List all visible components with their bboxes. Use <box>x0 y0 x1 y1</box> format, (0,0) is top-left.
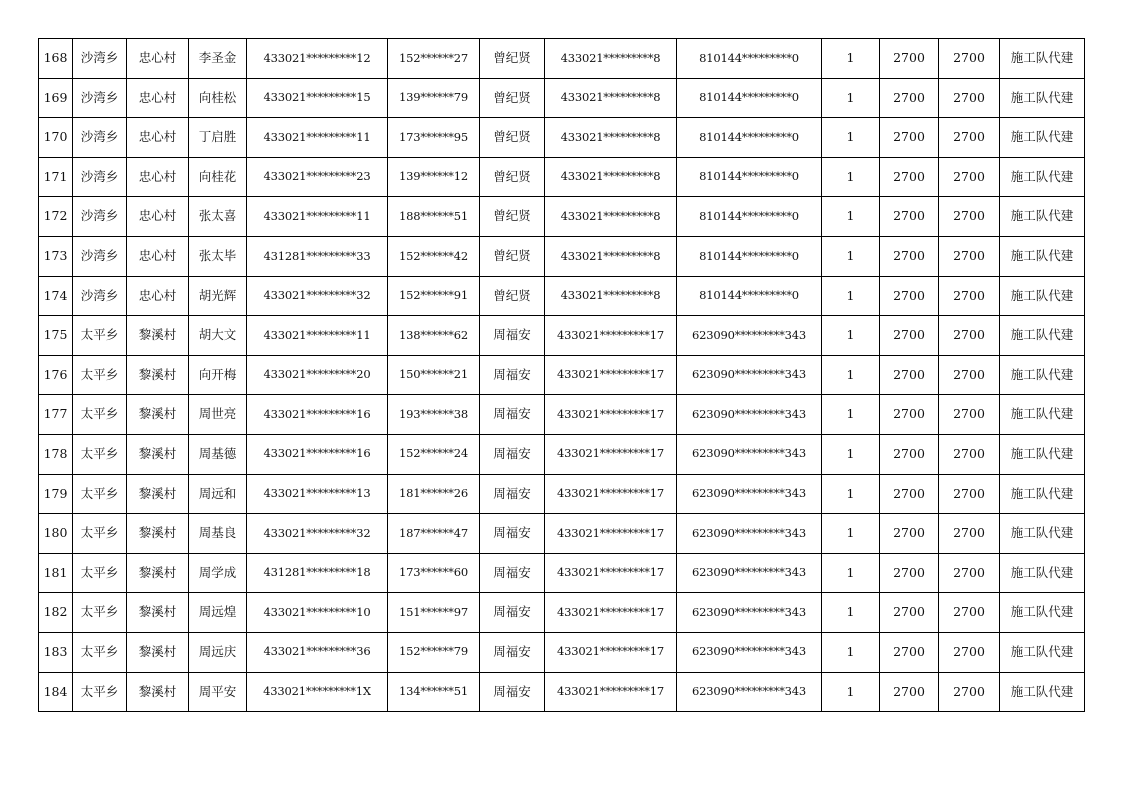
seq-cell: 178 <box>39 434 73 474</box>
village-cell: 黎溪村 <box>127 395 189 435</box>
agent-name-cell: 周福安 <box>480 553 545 593</box>
table-body <box>39 39 1085 712</box>
table-row <box>39 197 1085 237</box>
bank-account-cell: 810144*********0 <box>677 236 822 276</box>
seq-cell: 180 <box>39 514 73 554</box>
village-cell: 忠心村 <box>127 39 189 79</box>
table-row <box>39 316 1085 356</box>
construction-mode-cell: 施工队代建 <box>1000 514 1085 554</box>
count-cell: 1 <box>822 78 880 118</box>
amount-cell: 2700 <box>880 355 939 395</box>
phone-cell: 139******79 <box>388 78 480 118</box>
count-cell: 1 <box>822 157 880 197</box>
table-row <box>39 514 1085 554</box>
agent-id-cell: 433021*********8 <box>545 236 677 276</box>
seq-cell: 179 <box>39 474 73 514</box>
table-row <box>39 39 1085 79</box>
agent-id-cell: 433021*********17 <box>545 672 677 712</box>
bank-account-cell: 623090*********343 <box>677 672 822 712</box>
phone-cell: 173******60 <box>388 553 480 593</box>
agent-name-cell: 曾纪贤 <box>480 197 545 237</box>
table-row <box>39 157 1085 197</box>
subsidy-cell: 2700 <box>939 672 1000 712</box>
name-cell: 周平安 <box>189 672 247 712</box>
subsidy-cell: 2700 <box>939 593 1000 633</box>
agent-name-cell: 周福安 <box>480 672 545 712</box>
village-cell: 忠心村 <box>127 236 189 276</box>
name-cell: 向开梅 <box>189 355 247 395</box>
agent-id-cell: 433021*********8 <box>545 197 677 237</box>
amount-cell: 2700 <box>880 316 939 356</box>
subsidy-cell: 2700 <box>939 632 1000 672</box>
id-number-cell: 433021*********11 <box>247 316 388 356</box>
township-cell: 太平乡 <box>73 632 127 672</box>
construction-mode-cell: 施工队代建 <box>1000 553 1085 593</box>
subsidy-cell: 2700 <box>939 434 1000 474</box>
amount-cell: 2700 <box>880 553 939 593</box>
table-row <box>39 78 1085 118</box>
table-row <box>39 236 1085 276</box>
amount-cell: 2700 <box>880 197 939 237</box>
name-cell: 周基德 <box>189 434 247 474</box>
name-cell: 向桂松 <box>189 78 247 118</box>
village-cell: 黎溪村 <box>127 632 189 672</box>
table-row <box>39 276 1085 316</box>
bank-account-cell: 623090*********343 <box>677 474 822 514</box>
name-cell: 周远和 <box>189 474 247 514</box>
table-row <box>39 474 1085 514</box>
seq-cell: 177 <box>39 395 73 435</box>
agent-name-cell: 曾纪贤 <box>480 276 545 316</box>
bank-account-cell: 623090*********343 <box>677 316 822 356</box>
bank-account-cell: 623090*********343 <box>677 553 822 593</box>
township-cell: 太平乡 <box>73 474 127 514</box>
agent-name-cell: 周福安 <box>480 395 545 435</box>
name-cell: 周远庆 <box>189 632 247 672</box>
township-cell: 太平乡 <box>73 514 127 554</box>
bank-account-cell: 623090*********343 <box>677 632 822 672</box>
township-cell: 太平乡 <box>73 395 127 435</box>
construction-mode-cell: 施工队代建 <box>1000 593 1085 633</box>
amount-cell: 2700 <box>880 157 939 197</box>
township-cell: 太平乡 <box>73 316 127 356</box>
township-cell: 太平乡 <box>73 593 127 633</box>
id-number-cell: 433021*********10 <box>247 593 388 633</box>
village-cell: 忠心村 <box>127 78 189 118</box>
count-cell: 1 <box>822 197 880 237</box>
township-cell: 沙湾乡 <box>73 118 127 158</box>
count-cell: 1 <box>822 434 880 474</box>
name-cell: 胡大文 <box>189 316 247 356</box>
name-cell: 向桂花 <box>189 157 247 197</box>
subsidy-cell: 2700 <box>939 157 1000 197</box>
bank-account-cell: 810144*********0 <box>677 197 822 237</box>
agent-name-cell: 曾纪贤 <box>480 39 545 79</box>
agent-id-cell: 433021*********8 <box>545 157 677 197</box>
construction-mode-cell: 施工队代建 <box>1000 474 1085 514</box>
township-cell: 沙湾乡 <box>73 39 127 79</box>
township-cell: 沙湾乡 <box>73 276 127 316</box>
village-cell: 黎溪村 <box>127 355 189 395</box>
bank-account-cell: 810144*********0 <box>677 157 822 197</box>
bank-account-cell: 623090*********343 <box>677 355 822 395</box>
name-cell: 周远煌 <box>189 593 247 633</box>
seq-cell: 173 <box>39 236 73 276</box>
id-number-cell: 433021*********32 <box>247 276 388 316</box>
name-cell: 胡光辉 <box>189 276 247 316</box>
phone-cell: 152******27 <box>388 39 480 79</box>
agent-id-cell: 433021*********8 <box>545 39 677 79</box>
construction-mode-cell: 施工队代建 <box>1000 78 1085 118</box>
seq-cell: 172 <box>39 197 73 237</box>
construction-mode-cell: 施工队代建 <box>1000 276 1085 316</box>
amount-cell: 2700 <box>880 514 939 554</box>
construction-mode-cell: 施工队代建 <box>1000 355 1085 395</box>
subsidy-cell: 2700 <box>939 197 1000 237</box>
agent-name-cell: 周福安 <box>480 474 545 514</box>
township-cell: 太平乡 <box>73 355 127 395</box>
id-number-cell: 433021*********12 <box>247 39 388 79</box>
agent-name-cell: 周福安 <box>480 316 545 356</box>
count-cell: 1 <box>822 276 880 316</box>
phone-cell: 152******42 <box>388 236 480 276</box>
name-cell: 李圣金 <box>189 39 247 79</box>
name-cell: 丁启胜 <box>189 118 247 158</box>
township-cell: 沙湾乡 <box>73 157 127 197</box>
seq-cell: 168 <box>39 39 73 79</box>
count-cell: 1 <box>822 514 880 554</box>
name-cell: 周学成 <box>189 553 247 593</box>
bank-account-cell: 623090*********343 <box>677 593 822 633</box>
subsidy-cell: 2700 <box>939 118 1000 158</box>
id-number-cell: 431281*********18 <box>247 553 388 593</box>
township-cell: 沙湾乡 <box>73 236 127 276</box>
amount-cell: 2700 <box>880 236 939 276</box>
agent-name-cell: 周福安 <box>480 593 545 633</box>
id-number-cell: 433021*********11 <box>247 118 388 158</box>
village-cell: 黎溪村 <box>127 434 189 474</box>
id-number-cell: 431281*********33 <box>247 236 388 276</box>
name-cell: 张太喜 <box>189 197 247 237</box>
bank-account-cell: 623090*********343 <box>677 514 822 554</box>
phone-cell: 152******91 <box>388 276 480 316</box>
table-row <box>39 395 1085 435</box>
count-cell: 1 <box>822 118 880 158</box>
subsidy-cell: 2700 <box>939 553 1000 593</box>
township-cell: 太平乡 <box>73 672 127 712</box>
phone-cell: 187******47 <box>388 514 480 554</box>
phone-cell: 193******38 <box>388 395 480 435</box>
count-cell: 1 <box>822 553 880 593</box>
count-cell: 1 <box>822 474 880 514</box>
seq-cell: 184 <box>39 672 73 712</box>
agent-id-cell: 433021*********8 <box>545 118 677 158</box>
subsidy-cell: 2700 <box>939 355 1000 395</box>
bank-account-cell: 623090*********343 <box>677 395 822 435</box>
phone-cell: 181******26 <box>388 474 480 514</box>
village-cell: 黎溪村 <box>127 593 189 633</box>
village-cell: 忠心村 <box>127 118 189 158</box>
id-number-cell: 433021*********16 <box>247 434 388 474</box>
township-cell: 太平乡 <box>73 434 127 474</box>
seq-cell: 183 <box>39 632 73 672</box>
village-cell: 忠心村 <box>127 157 189 197</box>
seq-cell: 170 <box>39 118 73 158</box>
table-row <box>39 593 1085 633</box>
id-number-cell: 433021*********16 <box>247 395 388 435</box>
bank-account-cell: 810144*********0 <box>677 39 822 79</box>
construction-mode-cell: 施工队代建 <box>1000 395 1085 435</box>
phone-cell: 152******79 <box>388 632 480 672</box>
agent-id-cell: 433021*********17 <box>545 514 677 554</box>
construction-mode-cell: 施工队代建 <box>1000 39 1085 79</box>
amount-cell: 2700 <box>880 434 939 474</box>
village-cell: 忠心村 <box>127 197 189 237</box>
seq-cell: 174 <box>39 276 73 316</box>
agent-name-cell: 周福安 <box>480 355 545 395</box>
agent-name-cell: 周福安 <box>480 514 545 554</box>
amount-cell: 2700 <box>880 276 939 316</box>
agent-id-cell: 433021*********8 <box>545 276 677 316</box>
seq-cell: 181 <box>39 553 73 593</box>
name-cell: 周世亮 <box>189 395 247 435</box>
amount-cell: 2700 <box>880 395 939 435</box>
village-cell: 黎溪村 <box>127 553 189 593</box>
agent-id-cell: 433021*********17 <box>545 474 677 514</box>
seq-cell: 171 <box>39 157 73 197</box>
subsidy-cell: 2700 <box>939 39 1000 79</box>
count-cell: 1 <box>822 593 880 633</box>
amount-cell: 2700 <box>880 632 939 672</box>
seq-cell: 169 <box>39 78 73 118</box>
village-cell: 黎溪村 <box>127 474 189 514</box>
phone-cell: 138******62 <box>388 316 480 356</box>
village-cell: 黎溪村 <box>127 672 189 712</box>
agent-id-cell: 433021*********17 <box>545 632 677 672</box>
construction-mode-cell: 施工队代建 <box>1000 118 1085 158</box>
agent-name-cell: 曾纪贤 <box>480 236 545 276</box>
id-number-cell: 433021*********36 <box>247 632 388 672</box>
seq-cell: 175 <box>39 316 73 356</box>
count-cell: 1 <box>822 395 880 435</box>
subsidy-cell: 2700 <box>939 236 1000 276</box>
amount-cell: 2700 <box>880 474 939 514</box>
construction-mode-cell: 施工队代建 <box>1000 236 1085 276</box>
id-number-cell: 433021*********1X <box>247 672 388 712</box>
id-number-cell: 433021*********11 <box>247 197 388 237</box>
id-number-cell: 433021*********23 <box>247 157 388 197</box>
township-cell: 太平乡 <box>73 553 127 593</box>
data-table <box>38 38 1085 712</box>
agent-name-cell: 曾纪贤 <box>480 118 545 158</box>
agent-id-cell: 433021*********17 <box>545 593 677 633</box>
agent-id-cell: 433021*********17 <box>545 553 677 593</box>
count-cell: 1 <box>822 355 880 395</box>
agent-name-cell: 周福安 <box>480 632 545 672</box>
construction-mode-cell: 施工队代建 <box>1000 632 1085 672</box>
subsidy-cell: 2700 <box>939 276 1000 316</box>
agent-id-cell: 433021*********17 <box>545 395 677 435</box>
phone-cell: 173******95 <box>388 118 480 158</box>
village-cell: 忠心村 <box>127 276 189 316</box>
agent-id-cell: 433021*********17 <box>545 434 677 474</box>
bank-account-cell: 810144*********0 <box>677 118 822 158</box>
name-cell: 周基良 <box>189 514 247 554</box>
seq-cell: 176 <box>39 355 73 395</box>
agent-name-cell: 曾纪贤 <box>480 157 545 197</box>
count-cell: 1 <box>822 39 880 79</box>
township-cell: 沙湾乡 <box>73 197 127 237</box>
amount-cell: 2700 <box>880 39 939 79</box>
table-row <box>39 355 1085 395</box>
bank-account-cell: 810144*********0 <box>677 78 822 118</box>
construction-mode-cell: 施工队代建 <box>1000 316 1085 356</box>
construction-mode-cell: 施工队代建 <box>1000 672 1085 712</box>
amount-cell: 2700 <box>880 672 939 712</box>
bank-account-cell: 810144*********0 <box>677 276 822 316</box>
count-cell: 1 <box>822 672 880 712</box>
bank-account-cell: 623090*********343 <box>677 434 822 474</box>
phone-cell: 150******21 <box>388 355 480 395</box>
subsidy-cell: 2700 <box>939 316 1000 356</box>
table-row <box>39 672 1085 712</box>
construction-mode-cell: 施工队代建 <box>1000 197 1085 237</box>
id-number-cell: 433021*********13 <box>247 474 388 514</box>
count-cell: 1 <box>822 632 880 672</box>
amount-cell: 2700 <box>880 78 939 118</box>
count-cell: 1 <box>822 316 880 356</box>
agent-name-cell: 曾纪贤 <box>480 78 545 118</box>
township-cell: 沙湾乡 <box>73 78 127 118</box>
seq-cell: 182 <box>39 593 73 633</box>
phone-cell: 151******97 <box>388 593 480 633</box>
construction-mode-cell: 施工队代建 <box>1000 157 1085 197</box>
id-number-cell: 433021*********20 <box>247 355 388 395</box>
amount-cell: 2700 <box>880 593 939 633</box>
phone-cell: 139******12 <box>388 157 480 197</box>
phone-cell: 152******24 <box>388 434 480 474</box>
agent-id-cell: 433021*********17 <box>545 316 677 356</box>
phone-cell: 134******51 <box>388 672 480 712</box>
agent-id-cell: 433021*********17 <box>545 355 677 395</box>
amount-cell: 2700 <box>880 118 939 158</box>
table-row <box>39 118 1085 158</box>
id-number-cell: 433021*********15 <box>247 78 388 118</box>
subsidy-cell: 2700 <box>939 395 1000 435</box>
count-cell: 1 <box>822 236 880 276</box>
village-cell: 黎溪村 <box>127 316 189 356</box>
village-cell: 黎溪村 <box>127 514 189 554</box>
phone-cell: 188******51 <box>388 197 480 237</box>
id-number-cell: 433021*********32 <box>247 514 388 554</box>
construction-mode-cell: 施工队代建 <box>1000 434 1085 474</box>
table-row <box>39 434 1085 474</box>
subsidy-cell: 2700 <box>939 474 1000 514</box>
table-row <box>39 632 1085 672</box>
subsidy-cell: 2700 <box>939 514 1000 554</box>
agent-name-cell: 周福安 <box>480 434 545 474</box>
subsidy-cell: 2700 <box>939 78 1000 118</box>
table-row <box>39 553 1085 593</box>
agent-id-cell: 433021*********8 <box>545 78 677 118</box>
name-cell: 张太毕 <box>189 236 247 276</box>
